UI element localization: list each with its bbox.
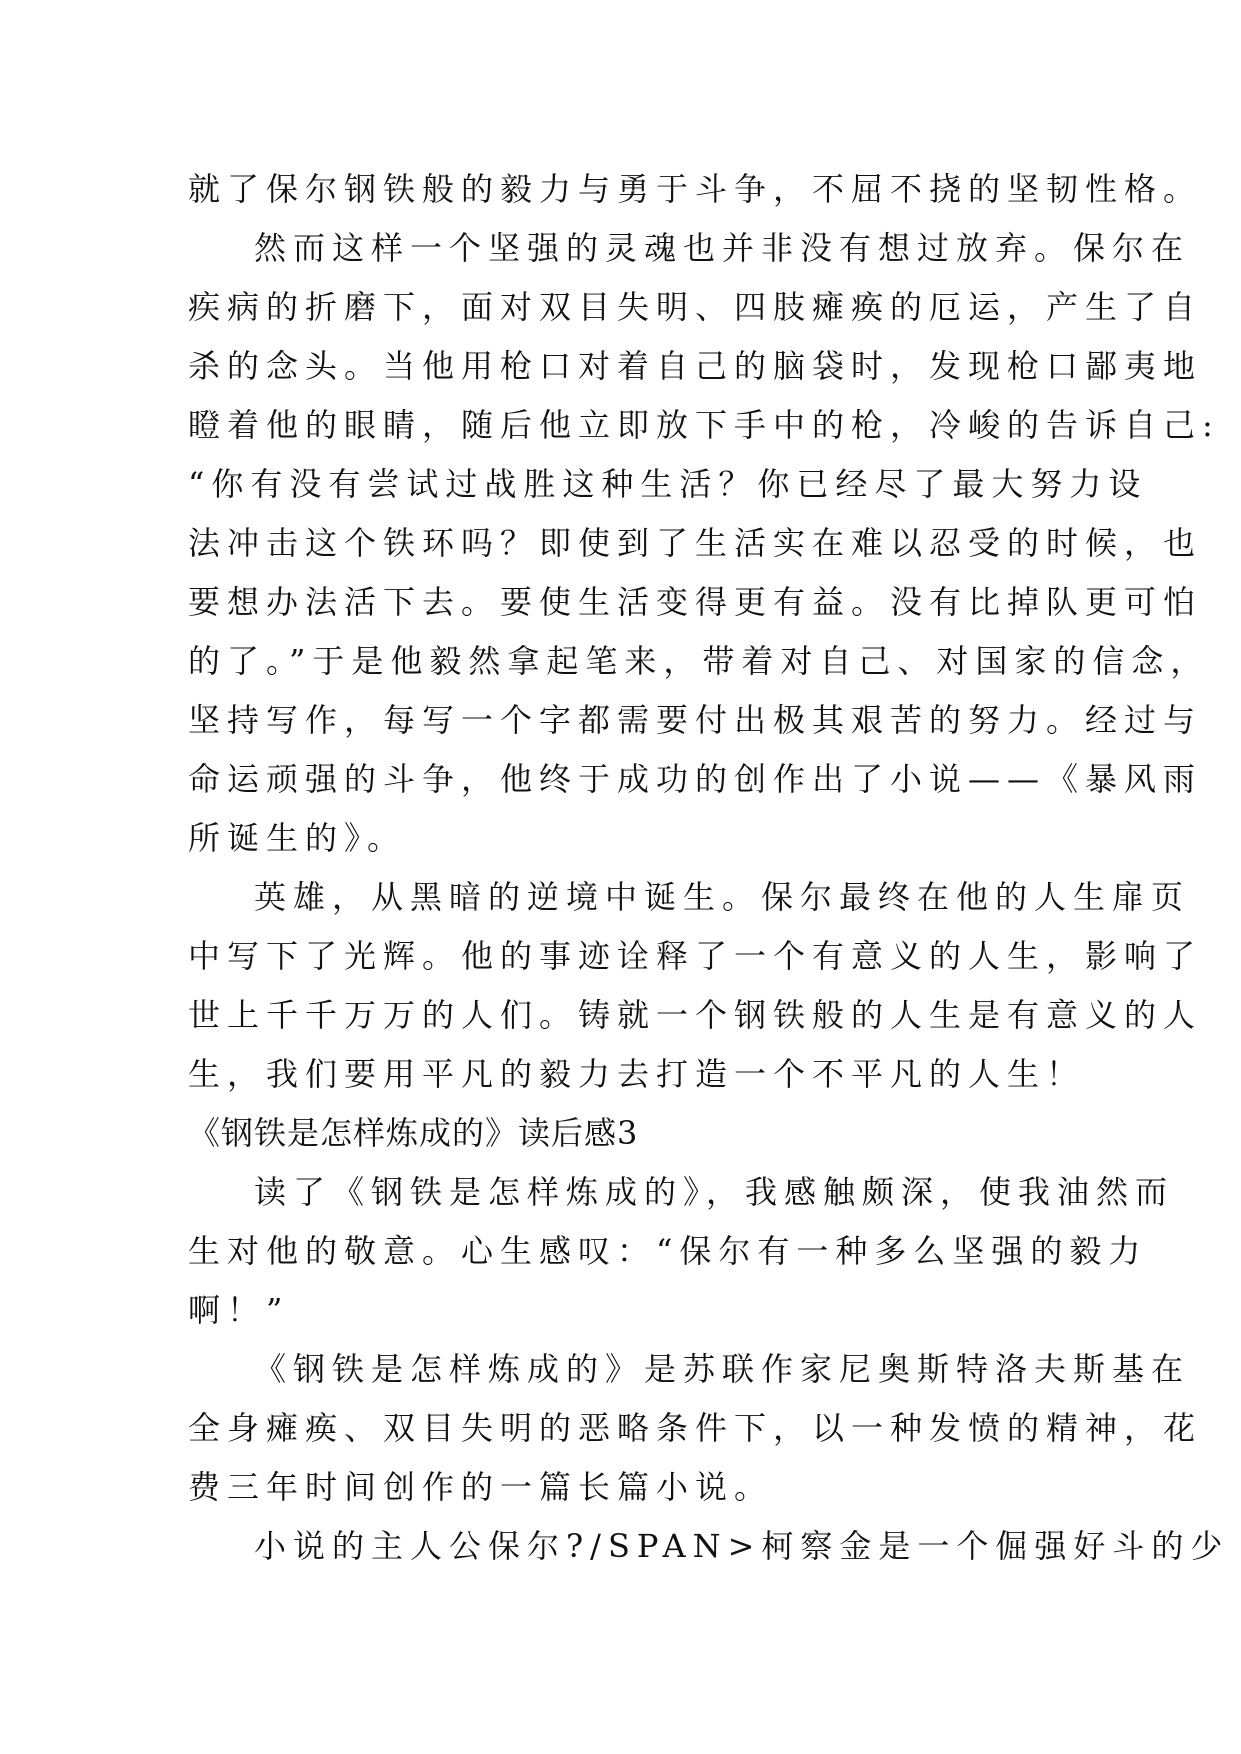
section-heading: 《钢铁是怎样炼成的》读后感3 <box>188 1114 639 1152</box>
text-line: 《钢铁是怎样炼成的》是苏联作家尼奥斯特洛夫斯基在 <box>254 1350 1191 1388</box>
text-line: 全身瘫痪、双目失明的恶略条件下，以一种发愤的精神，花 <box>188 1409 1203 1447</box>
text-line: 的了。”于是他毅然拿起笔来，带着对自己、对国家的信念， <box>188 642 1210 680</box>
text-line: 生，我们要用平凡的毅力去打造一个不平凡的人生！ <box>188 1055 1086 1093</box>
text-line: 瞪着他的眼睛，随后他立即放下手中的枪，冷峻的告诉自己: <box>188 406 1220 444</box>
text-line: 世上千千万万的人们。铸就一个钢铁般的人生是有意义的人 <box>188 996 1203 1034</box>
text-line: 法冲击这个铁环吗？即使到了生活实在难以忍受的时候，也 <box>188 524 1203 562</box>
text-line: 读了《钢铁是怎样炼成的》，我感触颇深，使我油然而 <box>254 1173 1175 1211</box>
text-line: 小说的主人公保尔?/SPAN>柯察金是一个倔强好斗的少 <box>254 1527 1230 1565</box>
text-line: 生对他的敬意。心生感叹：“保尔有一种多么坚强的毅力 <box>188 1232 1148 1270</box>
text-line: 然而这样一个坚强的灵魂也并非没有想过放弃。保尔在 <box>254 229 1191 267</box>
text-line: “你有没有尝试过战胜这种生活？你已经尽了最大努力设 <box>188 465 1148 503</box>
text-line: 英雄，从黑暗的逆境中诞生。保尔最终在他的人生扉页 <box>254 878 1191 916</box>
text-line: 费三年时间创作的一篇长篇小说。 <box>188 1468 774 1506</box>
text-line: 啊！” <box>188 1291 290 1329</box>
text-line: 就了保尔钢铁般的毅力与勇于斗争，不屈不挠的坚韧性格。 <box>188 170 1203 208</box>
text-line: 疾病的折磨下，面对双目失明、四肢瘫痪的厄运，产生了自 <box>188 288 1203 326</box>
text-line: 坚持写作，每写一个字都需要付出极其艰苦的努力。经过与 <box>188 701 1203 739</box>
text-line: 要想办法活下去。要使生活变得更有益。没有比掉队更可怕 <box>188 583 1203 621</box>
text-line: 所诞生的》。 <box>188 819 407 857</box>
text-line: 命运顽强的斗争，他终于成功的创作出了小说——《暴风雨 <box>188 760 1203 798</box>
text-line: 中写下了光辉。他的事迹诠释了一个有意义的人生，影响了 <box>188 937 1203 975</box>
text-line: 杀的念头。当他用枪口对着自己的脑袋时，发现枪口鄙夷地 <box>188 347 1203 385</box>
document-page <box>188 160 1230 1576</box>
